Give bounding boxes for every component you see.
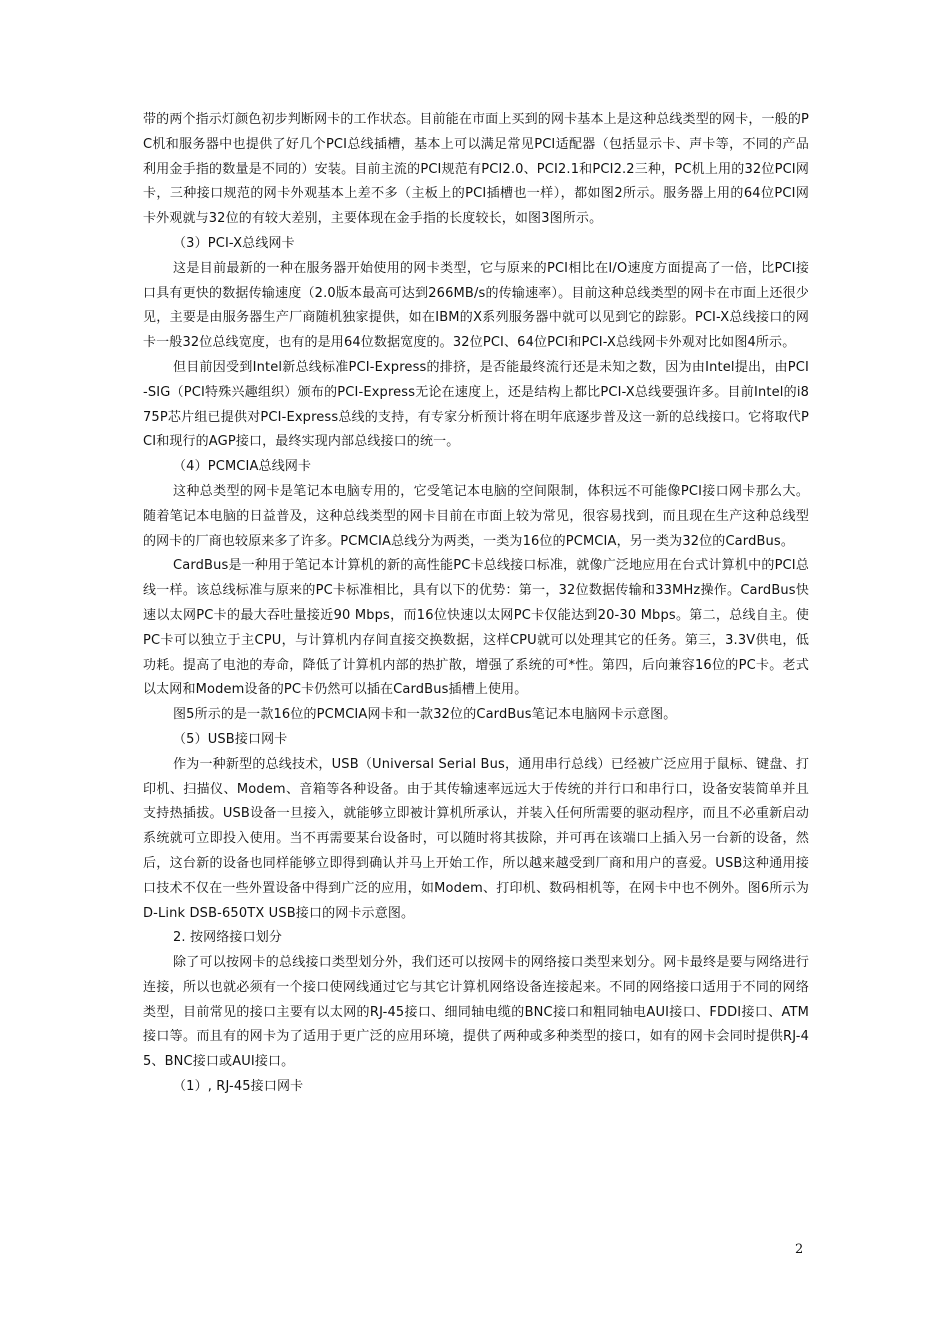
- section-heading: （1）, RJ-45接口网卡: [173, 1079, 304, 1095]
- section-heading: （3）PCI-X总线网卡: [173, 235, 295, 251]
- paragraph: 这是目前最新的一种在服务器开始使用的网卡类型，它与原来的PCI相比在I/O速度方面提高了一倍，比PCI接口具有更快的数据传输速度（2.0版本最高可达到266MB/s的传输速率）。目前这种总线类型的网卡在市面上还很少见，主要是由服务器生产厂商随机独家提供，如在IBM的X系列服务器中就可以见到它的踪影。PCI-X总线接口的网卡一般32位总线宽度，也有的是用64位数据宽度的。32位PCI、64位PCI和PCI-X总线网卡外观对比如图4所示。: [143, 260, 809, 351]
- paragraph: 除了可以按网卡的总线接口类型划分外，我们还可以按网卡的网络接口类型来划分。网卡最终是要与网络进行连接，所以也就必须有一个接口使网线通过它与其它计算机网络设备连接起来。不同的网络接口适用于不同的网络类型，目前常见的接口主要有以太网的RJ-45接口、细同轴电缆的BNC接口和粗同轴电AUI接口、FDDI接口、ATM接口等。而且有的网卡为了适用于更广泛的应用环境，提供了两种或多种类型的接口，如有的网卡会同时提供RJ-45、BNC接口或AUI接口。: [143, 955, 809, 1070]
- paragraph: 这种总类型的网卡是笔记本电脑专用的，它受笔记本电脑的空间限制，体积远不可能像PCI接口网卡那么大。随着笔记本电脑的日益普及，这种总线类型的网卡目前在市面上较为常见，很容易找到，而且现在生产这种总线型的网卡的厂商也较原来多了许多。PCMCIA总线分为两类，一类为16位的PCMCIA，另一类为32位的CardBus。: [143, 483, 809, 549]
- paragraph: 作为一种新型的总线技术，USB（Universal Serial Bus，通用串行总线）已经被广泛应用于鼠标、键盘、打印机、扫描仪、Modem、音箱等各种设备。由于其传输速率远远大于传统的并行口和串行口，设备安装简单并且支持热插拔。USB设备一旦接入，就能够立即被计算机所承认，并装入任何所需要的驱动程序，而且不必重新启动系统就可立即投入使用。当不再需要某台设备时，可以随时将其拔除，并可再在该端口上插入另一台新的设备，然后，这台新的设备也同样能够立即得到确认并马上开始工作，所以越来越受到厂商和用户的喜爱。USB这种通用接口技术不仅在一些外置设备中得到广泛的应用，如Modem、打印机、数码相机等，在网卡中也不例外。图6所示为D-Link DSB-650TX USB接口的网卡示意图。: [143, 756, 809, 921]
- page-number: 2: [795, 1242, 804, 1257]
- section-heading: 2. 按网络接口划分: [173, 930, 283, 946]
- section-heading: （5）USB接口网卡: [173, 731, 288, 747]
- paragraph: 但目前因受到Intel新总线标准PCI-Express的排挤，是否能最终流行还是未知之数，因为由Intel提出，由PCI-SIG（PCI特殊兴趣组织）颁布的PCI-Express无论在速度上，还是结构上都比PCI-X总线要强许多。目前Intel的i875P芯片组已提供对PCI-Express总线的支持，有专家分析预计将在明年底逐步普及这一新的总线接口。它将取代PCI和现行的AGP接口，最终实现内部总线接口的统一。: [143, 359, 809, 450]
- paragraph: 图5所示的是一款16位的PCMCIA网卡和一款32位的CardBus笔记本电脑网卡示意图。: [173, 707, 677, 723]
- paragraph: CardBus是一种用于笔记本计算机的新的高性能PC卡总线接口标准，就像广泛地应用在台式计算机中的PCI总线一样。该总线标准与原来的PC卡标准相比，具有以下的优势：第一，32位数据传输和33MHz操作。CardBus快速以太网PC卡的最大吞吐量接近90 Mbps，而16位快速以太网PC卡仅能达到20-30 Mbps。第二，总线自主。使PC卡可以独立于主CPU，与计算机内存间直接交换数据，这样CPU就可以处理其它的任务。第三，3.3V供电，低功耗。提高了电池的寿命，降低了计算机内部的热扩散，增强了系统的可*性。第四，后向兼容16位的PC卡。老式以太网和Modem设备的PC卡仍然可以插在CardBus插槽上使用。: [143, 558, 809, 698]
- section-heading: （4）PCMCIA总线网卡: [173, 459, 312, 475]
- document-body: [143, 108, 809, 1100]
- paragraph: 带的两个指示灯颜色初步判断网卡的工作状态。目前能在市面上买到的网卡基本上是这种总线类型的网卡，一般的PC机和服务器中也提供了好几个PCI总线插槽，基本上可以满足常见PCI适配器（包括显示卡、声卡等，不同的产品利用金手指的数量是不同的）安装。目前主流的PCI规范有PCI2.0、PCI2.1和PCI2.2三种，PC机上用的32位PCI网卡，三种接口规范的网卡外观基本上差不多（主板上的PCI插槽也一样），都如图2所示。服务器上用的64位PCI网卡外观就与32位的有较大差别，主要体现在金手指的长度较长，如图3图所示。: [143, 112, 809, 227]
